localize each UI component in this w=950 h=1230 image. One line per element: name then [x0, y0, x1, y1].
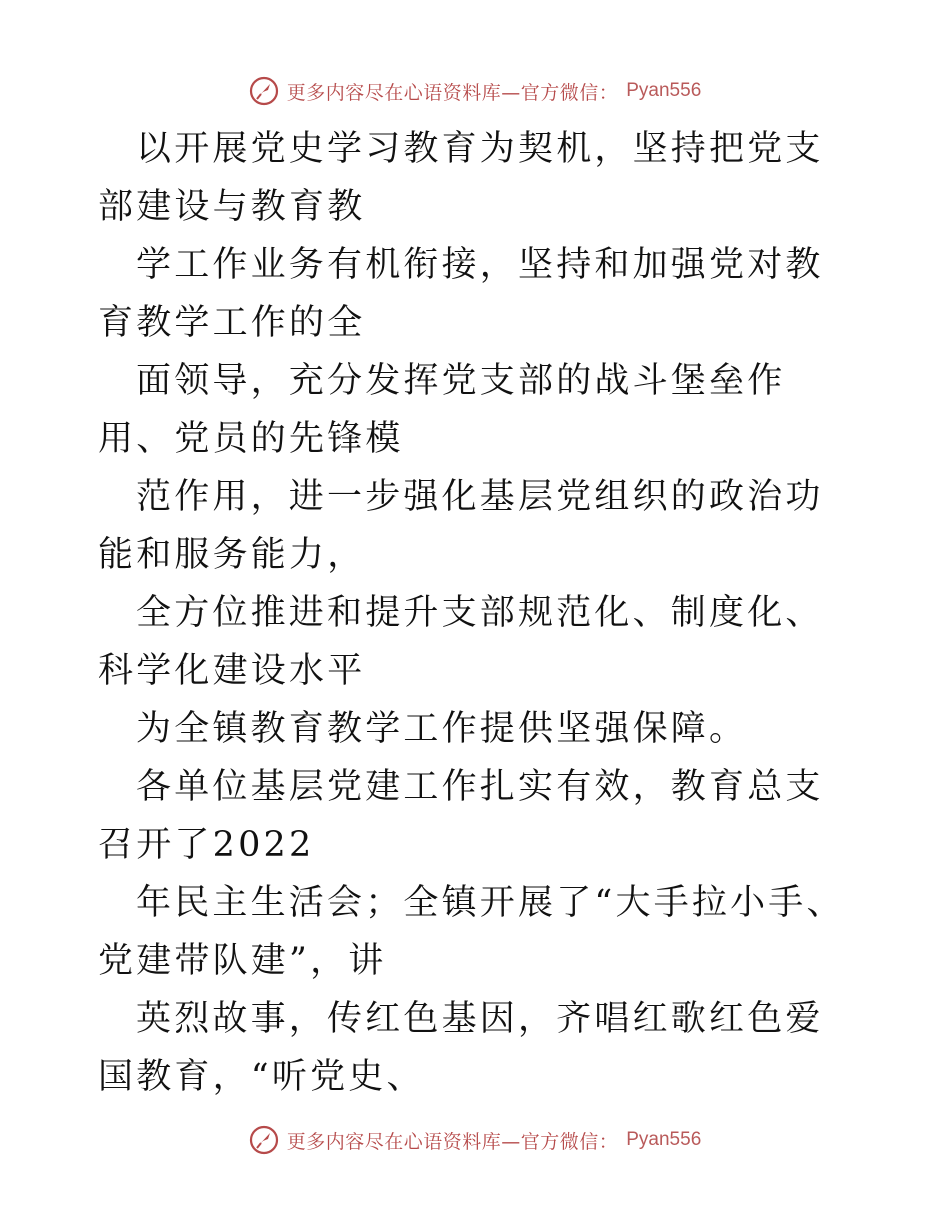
paragraph: 各单位基层党建工作扎实有效，教育总支召开了2022 [98, 767, 824, 865]
watermark-handle: Pyan556 [626, 1129, 702, 1150]
watermark-text: 更多内容尽在心语资料库—官方微信： [286, 81, 619, 104]
document-body [98, 120, 858, 1106]
paragraph: 英烈故事，传红色基因，齐唱红歌红色爱国教育，“听党史、 [98, 999, 824, 1097]
watermark-handle: Pyan556 [626, 80, 702, 101]
paragraph: 以开展党史学习教育为契机，坚持把党支部建设与教育教 [98, 129, 824, 227]
paragraph: 面领导，充分发挥党支部的战斗堡垒作用、党员的先锋模 [98, 361, 786, 459]
quill-logo-icon [249, 1125, 279, 1155]
quill-logo-icon [249, 76, 279, 106]
paragraph: 年民主生活会；全镇开展了“大手拉小手、党建带队建”，讲 [98, 883, 845, 981]
paragraph: 范作用，进一步强化基层党组织的政治功能和服务能力， [98, 477, 824, 575]
paragraph: 学工作业务有机衔接，坚持和加强党对教育教学工作的全 [98, 245, 824, 343]
watermark-footer [0, 1122, 950, 1158]
watermark-header [0, 73, 950, 109]
watermark-text: 更多内容尽在心语资料库—官方微信： [286, 1130, 619, 1153]
paragraph: 为全镇教育教学工作提供坚强保障。 [136, 709, 748, 749]
paragraph: 全方位推进和提升支部规范化、制度化、科学化建设水平 [98, 593, 824, 691]
